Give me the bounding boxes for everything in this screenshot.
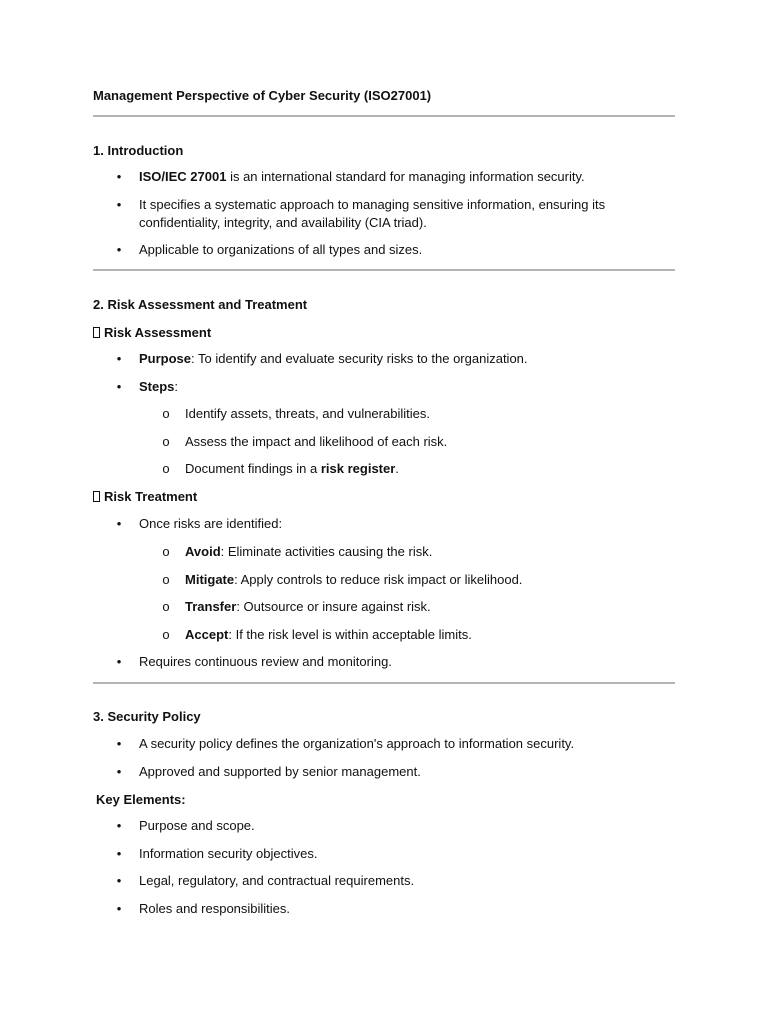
text: : If the risk level is within acceptable limits. xyxy=(228,627,472,642)
sub-bullet: o xyxy=(162,406,170,421)
term: Accept xyxy=(185,627,229,642)
text: : Outsource or insure against risk. xyxy=(236,599,431,614)
divider xyxy=(93,682,675,684)
list-item: Information security objectives. xyxy=(139,846,318,861)
section-heading-risk: 2. Risk Assessment and Treatment xyxy=(93,297,308,312)
list-item: A security policy defines the organization's approach to information security. xyxy=(139,736,575,751)
document-title: Management Perspective of Cyber Security (ISO27001) xyxy=(93,88,432,103)
list-item xyxy=(139,378,178,396)
term: Mitigate xyxy=(185,572,235,587)
divider xyxy=(93,115,675,117)
list-item: Roles and responsibilities. xyxy=(139,901,291,916)
text: : Eliminate activities causing the risk. xyxy=(220,544,433,559)
sub-bullet: o xyxy=(162,434,170,449)
subheading-risk-treatment: Risk Treatment xyxy=(104,489,198,504)
term: Avoid xyxy=(185,544,221,559)
bullet: • xyxy=(116,242,122,257)
subheading-risk-assessment: Risk Assessment xyxy=(104,325,212,340)
list-item xyxy=(139,350,528,368)
bullet: • xyxy=(116,818,122,833)
text: : Apply controls to reduce risk impact or likelihood. xyxy=(234,572,523,587)
list-item: Approved and supported by senior management. xyxy=(139,764,421,779)
bullet: • xyxy=(116,351,122,366)
term: Transfer xyxy=(185,599,237,614)
bullet: • xyxy=(116,846,122,861)
list-item: Requires continuous review and monitoring. xyxy=(139,654,392,669)
bullet: • xyxy=(116,901,122,916)
list-item: Once risks are identified: xyxy=(139,516,283,531)
missing-glyph-icon xyxy=(93,327,100,338)
bullet: • xyxy=(116,736,122,751)
sub-bullet: o xyxy=(162,544,170,559)
sub-list-item: Assess the impact and likelihood of each risk. xyxy=(185,434,448,449)
sub-bullet: o xyxy=(162,572,170,587)
sub-list-item: Identify assets, threats, and vulnerabilities. xyxy=(185,406,430,421)
bullet: • xyxy=(116,873,122,888)
text: . xyxy=(395,461,399,476)
bullet: • xyxy=(116,764,122,779)
sub-bullet: o xyxy=(162,461,170,476)
subheading-key-elements: Key Elements: xyxy=(96,792,186,807)
sub-list-item xyxy=(185,460,399,478)
list-item xyxy=(139,168,585,186)
bullet: • xyxy=(116,197,122,212)
term: risk register xyxy=(320,461,396,476)
bullet: • xyxy=(116,516,122,531)
section-heading-security-policy: 3. Security Policy xyxy=(93,709,201,724)
section-heading-introduction: 1. Introduction xyxy=(93,143,184,158)
text: : xyxy=(174,379,179,394)
sub-list-item xyxy=(185,598,431,616)
sub-bullet: o xyxy=(162,627,170,642)
list-item: Purpose and scope. xyxy=(139,818,255,833)
text: is an international standard for managing information security. xyxy=(226,169,585,184)
sub-list-item xyxy=(185,626,472,644)
sub-bullet: o xyxy=(162,599,170,614)
bullet: • xyxy=(116,169,122,184)
term: Steps xyxy=(139,379,175,394)
sub-list-item xyxy=(185,571,522,589)
term: ISO/IEC 27001 xyxy=(139,169,227,184)
divider xyxy=(93,269,675,271)
text: Document findings in a xyxy=(185,461,321,476)
list-item: Legal, regulatory, and contractual requirements. xyxy=(139,873,415,888)
list-item: Applicable to organizations of all types and sizes. xyxy=(139,242,423,257)
bullet: • xyxy=(116,654,122,669)
text: : To identify and evaluate security risks to the organization. xyxy=(191,351,528,366)
missing-glyph-icon xyxy=(93,491,100,502)
list-item-continuation: confidentiality, integrity, and availability (CIA triad). xyxy=(139,215,427,230)
sub-list-item xyxy=(185,543,432,561)
term: Purpose xyxy=(139,351,192,366)
bullet: • xyxy=(116,379,122,394)
list-item: It specifies a systematic approach to managing sensitive information, ensuring its xyxy=(139,197,606,212)
